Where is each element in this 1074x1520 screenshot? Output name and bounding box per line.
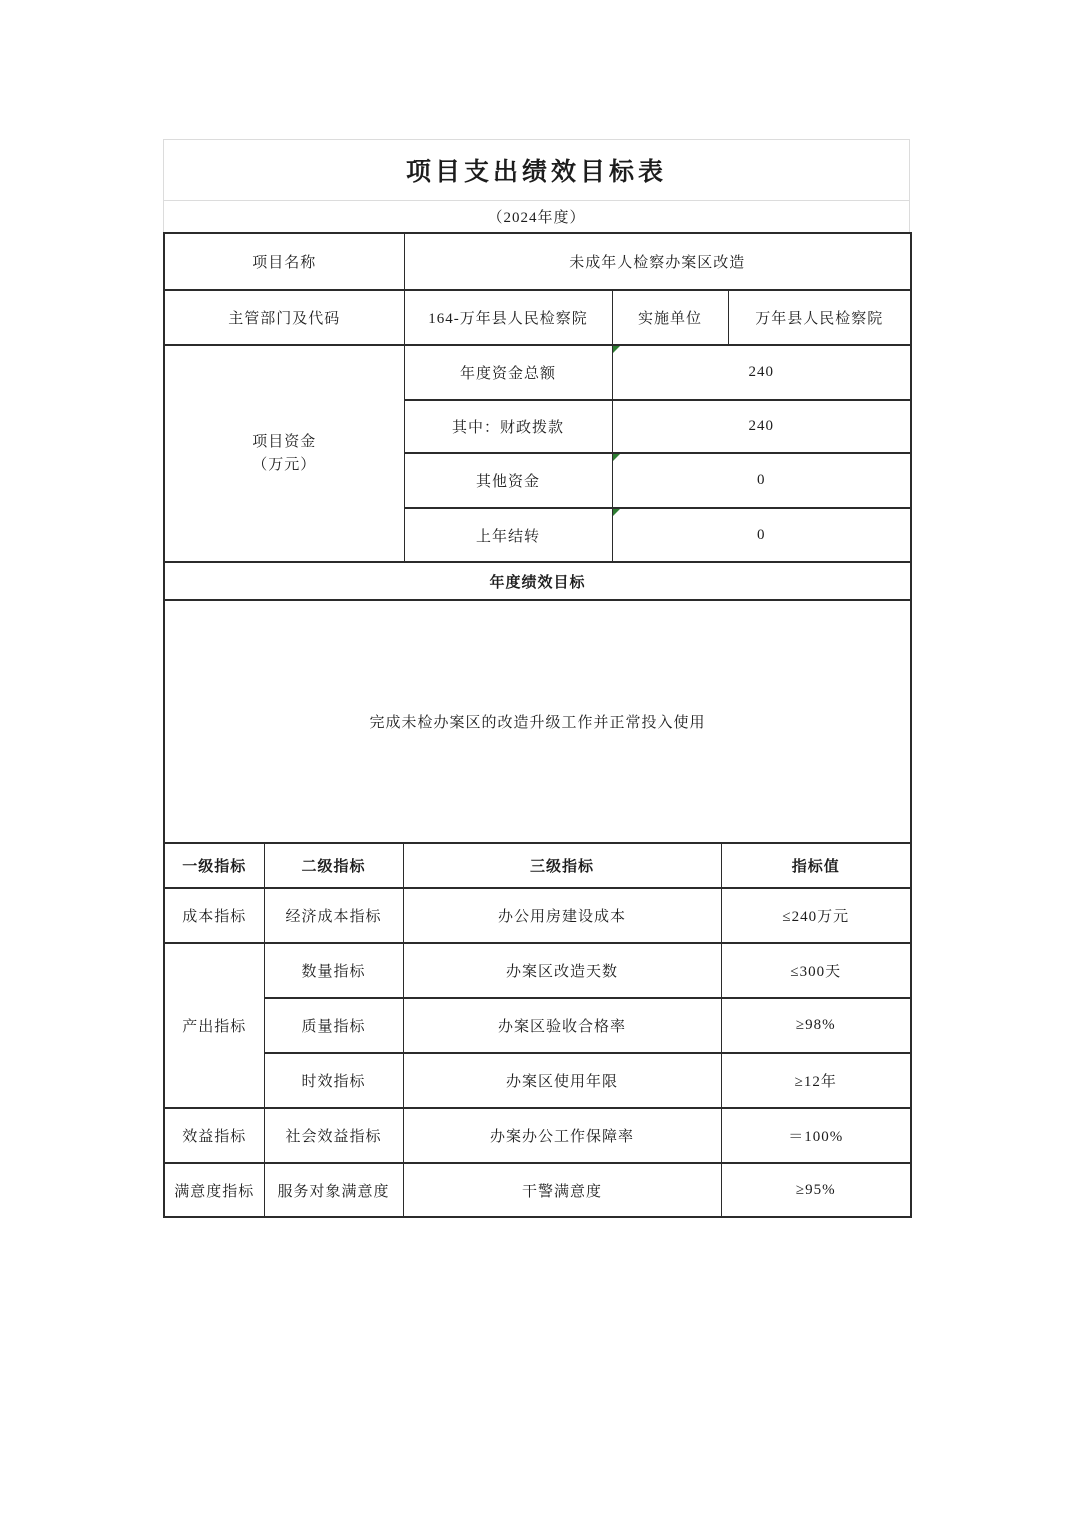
dept-code-value-cell: 164-万年县人民检察院 bbox=[404, 290, 612, 345]
indicator-row bbox=[164, 998, 911, 1053]
indicator-level3-cell: 办案区验收合格率 bbox=[403, 998, 721, 1053]
table-row bbox=[164, 600, 911, 843]
indicator-level3-cell: 办案区改造天数 bbox=[403, 943, 721, 998]
funds-label-line1: 项目资金 bbox=[252, 433, 317, 450]
fund-row-name-cell: 年度资金总额 bbox=[404, 345, 612, 400]
table-row bbox=[164, 562, 911, 600]
indicator-row bbox=[164, 1108, 911, 1163]
document-title: 项目支出绩效目标表 bbox=[164, 140, 909, 201]
indicator-row bbox=[164, 1053, 911, 1108]
fund-row-value: 0 bbox=[757, 526, 766, 543]
indicator-value-cell: ≥98% bbox=[721, 998, 911, 1053]
cell-flag-triangle-icon bbox=[613, 454, 620, 461]
indicator-level1-cell: 满意度指标 bbox=[164, 1163, 264, 1217]
indicator-level2-cell: 经济成本指标 bbox=[264, 888, 403, 943]
impl-unit-value-cell: 万年县人民检察院 bbox=[728, 290, 911, 345]
indicator-level2-cell: 服务对象满意度 bbox=[264, 1163, 403, 1217]
indicator-level2-cell: 数量指标 bbox=[264, 943, 403, 998]
fund-row-name-cell: 上年结转 bbox=[404, 508, 612, 562]
performance-target-table bbox=[163, 139, 910, 1218]
fund-row-value-cell bbox=[612, 453, 911, 508]
table-row bbox=[164, 290, 911, 345]
indicator-header-level2-cell: 二级指标 bbox=[264, 843, 403, 888]
project-name-label-cell: 项目名称 bbox=[164, 233, 404, 290]
indicator-level3-cell: 办公用房建设成本 bbox=[403, 888, 721, 943]
fund-row-value-cell bbox=[612, 400, 911, 453]
indicator-level2-cell: 时效指标 bbox=[264, 1053, 403, 1108]
indicator-value-cell: ≤240万元 bbox=[721, 888, 911, 943]
impl-unit-label-cell: 实施单位 bbox=[612, 290, 728, 345]
table-row bbox=[164, 345, 911, 400]
indicator-header-value-cell: 指标值 bbox=[721, 843, 911, 888]
indicator-value-cell: ≥95% bbox=[721, 1163, 911, 1217]
indicator-level3-cell: 干警满意度 bbox=[403, 1163, 721, 1217]
fund-row-value: 0 bbox=[757, 472, 766, 488]
indicator-level3-cell: 办案区使用年限 bbox=[403, 1053, 721, 1108]
indicator-table bbox=[163, 842, 912, 1218]
dept-code-label-cell: 主管部门及代码 bbox=[164, 290, 404, 345]
funds-label-line2: （万元） bbox=[252, 456, 317, 473]
indicator-level2-cell: 质量指标 bbox=[264, 998, 403, 1053]
fund-row-value: 240 bbox=[748, 418, 774, 434]
cell-flag-triangle-icon bbox=[613, 509, 620, 516]
title-block bbox=[163, 139, 910, 232]
indicator-value-cell: ＝100% bbox=[721, 1108, 911, 1163]
annual-goal-header-cell: 年度绩效目标 bbox=[164, 562, 911, 600]
indicator-value-cell: ≤300天 bbox=[721, 943, 911, 998]
indicator-value-cell: ≥12年 bbox=[721, 1053, 911, 1108]
table-row bbox=[164, 233, 911, 290]
document-subtitle: （2024年度） bbox=[487, 210, 586, 226]
indicator-header-row bbox=[164, 843, 911, 888]
fund-row-name-cell: 其中：财政拨款 bbox=[404, 400, 612, 453]
indicator-level1-cell: 成本指标 bbox=[164, 888, 264, 943]
annual-goal-content-cell: 完成未检办案区的改造升级工作并正常投入使用 bbox=[164, 600, 911, 843]
indicator-row bbox=[164, 888, 911, 943]
indicator-header-level1-cell: 一级指标 bbox=[164, 843, 264, 888]
funds-group-label-cell bbox=[164, 345, 404, 562]
fund-row-name-cell: 其他资金 bbox=[404, 453, 612, 508]
indicator-row bbox=[164, 1163, 911, 1217]
project-name-value-cell: 未成年人检察办案区改造 bbox=[404, 233, 911, 290]
indicator-row bbox=[164, 943, 911, 998]
cell-flag-triangle-icon bbox=[613, 346, 620, 353]
indicator-level1-cell: 产出指标 bbox=[164, 943, 264, 1108]
fund-row-value-cell bbox=[612, 345, 911, 400]
indicator-level3-cell: 办案办公工作保障率 bbox=[403, 1108, 721, 1163]
fund-row-value-cell bbox=[612, 508, 911, 562]
fund-row-value: 240 bbox=[748, 364, 774, 380]
indicator-level2-cell: 社会效益指标 bbox=[264, 1108, 403, 1163]
project-info-table bbox=[163, 232, 912, 844]
indicator-header-level3-cell: 三级指标 bbox=[403, 843, 721, 888]
indicator-level1-cell: 效益指标 bbox=[164, 1108, 264, 1163]
